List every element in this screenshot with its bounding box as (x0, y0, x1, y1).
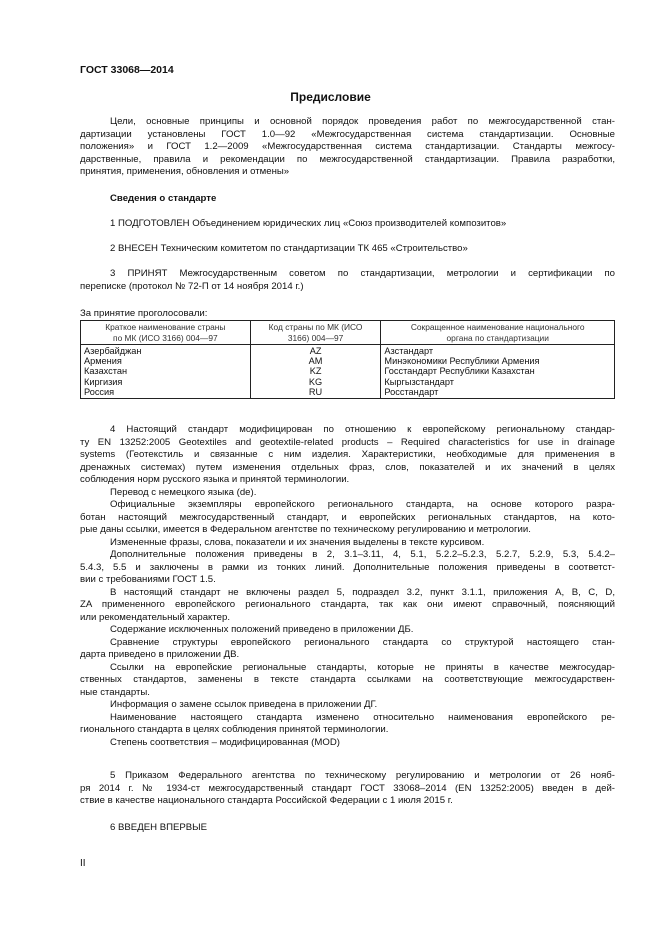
item-3 (80, 268, 615, 293)
text-line: 5.4.3, 5.5 и заключены в рамки из тонких линий. Дополнительные положения приведены в соответст- (80, 561, 615, 573)
text-line: вии с требованиями ГОСТ 1.5. (80, 574, 216, 585)
text-line: ствие в качестве национального стандарта Российской Федерации с 1 июля 2015 г. (80, 795, 453, 806)
text-line: Официальные экземпляры европейского регионального стандарта, на основе которого разра- (110, 499, 615, 510)
text-line: переписке (протокол № 72-П от 14 ноября 2014 г.) (80, 280, 304, 292)
voting-table (80, 320, 615, 399)
text-line: В настоящий стандарт не включены раздел 5, подраздел 3.2, пункт 3.1.1, приложения A, B, C, D, (110, 586, 615, 598)
text-line: systems (Геотекстиль и связанные с ним изделия. Характеристики, необходимые для применения в (80, 449, 615, 460)
text-line: положения» и ГОСТ 1.2—2009 «Межгосударственная система стандартизации. Стандарты межгосу- (80, 141, 615, 152)
table-header-row (81, 321, 615, 345)
item-4 (80, 424, 615, 749)
country-code: RU (250, 387, 381, 399)
text-line: Ссылки на европейские региональные стандарты, которые не приняты в качестве межгосудар- (110, 661, 615, 673)
text-line: Дополнительные положения приведены в 2, 3.1–3.11, 4, 5.1, 5.2.2–5.2.3, 5.2.7, 5.2.9, 5.3, 5.4.2– (110, 549, 615, 560)
text-line: Наименование настоящего стандарта изменено относительно наименования европейского ре- (110, 711, 615, 723)
table-row (81, 377, 615, 387)
text-line: принятия, применения, обновления и отмены» (80, 166, 290, 177)
country-name: Россия (81, 387, 251, 399)
text-line: Сравнение структуры европейского регионального стандарта со структурой настоящего стан- (110, 636, 615, 648)
header-country-code: Код страны по МК (ИСО 3166) 004—97 (250, 321, 381, 345)
text-line: Цели, основные принципы и основной порядок проведения работ по межгосударственной стан- (110, 116, 615, 127)
country-name: Армения (81, 356, 251, 366)
text-line: 2 ВНЕСЕН Техническим комитетом по стандартизации ТК 465 «Строительство» (110, 243, 468, 254)
text-line: 3 ПРИНЯТ Межгосударственным советом по стандартизации, метрологии и сертификации по (110, 268, 615, 279)
text-line: ту EN 13252:2005 Geotextiles and geotextile-related products – Required characteristics for use in drainage (80, 436, 615, 448)
table-row (81, 356, 615, 366)
country-code: AZ (250, 345, 381, 357)
text-line: гионального стандарта в целях соблюдения принятой терминологии. (80, 724, 389, 735)
text-line: Перевод с немецкого языка (de). (110, 486, 257, 498)
item-6 (80, 822, 615, 835)
text-line: дарственные, правила и рекомендации по межгосударственной стандартизации. Правила разработки, (80, 153, 615, 165)
text-line: 4 Настоящий стандарт модифицирован по отношению к европейскому региональному стандар- (110, 424, 615, 435)
standards-body: Росстандарт (381, 387, 615, 399)
text-line: ря 2014 г. № 1934-ст межгосударственный стандарт ГОСТ 33068–2014 (EN 13252:2005) введен в дей- (80, 782, 615, 794)
text-line: ственных стандартов, заменены в тексте стандарта ссылками на соответствующие межгосударствен- (80, 674, 615, 685)
text-line: Содержание исключенных положений приведено в приложении ДБ. (110, 624, 414, 635)
header-standards-body: Сокращенное наименование национального органа по стандартизации (381, 321, 615, 345)
text-line: Информация о замене ссылок приведена в приложении ДГ. (110, 699, 378, 710)
text-line: Степень соответствия – модифицированная (MOD) (110, 736, 340, 748)
text-line: ZA примененного европейского регионального стандарта, так как они имеют справочный, поясняющий (80, 599, 615, 610)
table-row (81, 345, 615, 357)
text-line: ботан настоящий межгосударственный стандарт, и европейских региональных стандартов, на кото- (80, 511, 615, 523)
country-code: KZ (250, 366, 381, 376)
page-number: II (80, 858, 86, 869)
text-line: Измененные фразы, слова, показатели и их значения выделены в тексте курсивом. (110, 536, 485, 548)
document-code-header: ГОСТ 33068—2014 (80, 64, 174, 76)
text-line: дарта приведено в приложении ДВ. (80, 649, 240, 660)
text-line: соблюдения норм русского языка и принятой терминологии. (80, 474, 350, 485)
header-country-name: Краткое наименование страны по МК (ИСО 3166) 004—97 (81, 321, 251, 345)
item-2 (80, 243, 615, 256)
page-title: Предисловие (290, 90, 371, 104)
standards-body: Азстандарт (381, 345, 615, 357)
text-line: рые даны ссылки, имеется в Федеральном агентстве по техническому регулированию и метрологии. (80, 524, 531, 535)
text-line: ные стандарты. (80, 686, 150, 698)
text-line: 6 ВВЕДЕН ВПЕРВЫЕ (110, 822, 208, 833)
country-name: Киргизия (81, 377, 251, 387)
country-code: KG (250, 377, 381, 387)
country-name: Казахстан (81, 366, 251, 376)
intro-paragraph (80, 116, 615, 179)
standards-body: Госстандарт Республики Казахстан (381, 366, 615, 376)
info-heading: Сведения о стандарте (110, 193, 217, 204)
text-line: 5 Приказом Федерального агентства по техническому регулированию и метрологии от 26 нояб- (110, 770, 615, 781)
table-row (81, 366, 615, 376)
standards-body: Кыргызстандарт (381, 377, 615, 387)
text-line: дартизации установлены ГОСТ 1.0—92 «Межгосударственная система стандартизации. Основные (80, 128, 615, 140)
standards-body: Минэкономики Республики Армения (381, 356, 615, 366)
text-line: или рекомендательный характер. (80, 611, 230, 623)
text-line: дренажных системах) путем изменения отдельных фраз, слов, показателей и их значений в целях (80, 461, 615, 473)
country-code: AM (250, 356, 381, 366)
item-5 (80, 770, 615, 808)
text-line: 1 ПОДГОТОВЛЕН Объединением юридических лиц «Союз производителей композитов» (110, 218, 507, 229)
item-1 (80, 218, 615, 231)
country-name: Азербайджан (81, 345, 251, 357)
voting-caption: За принятие проголосовали: (80, 308, 208, 319)
table-row (81, 387, 615, 399)
